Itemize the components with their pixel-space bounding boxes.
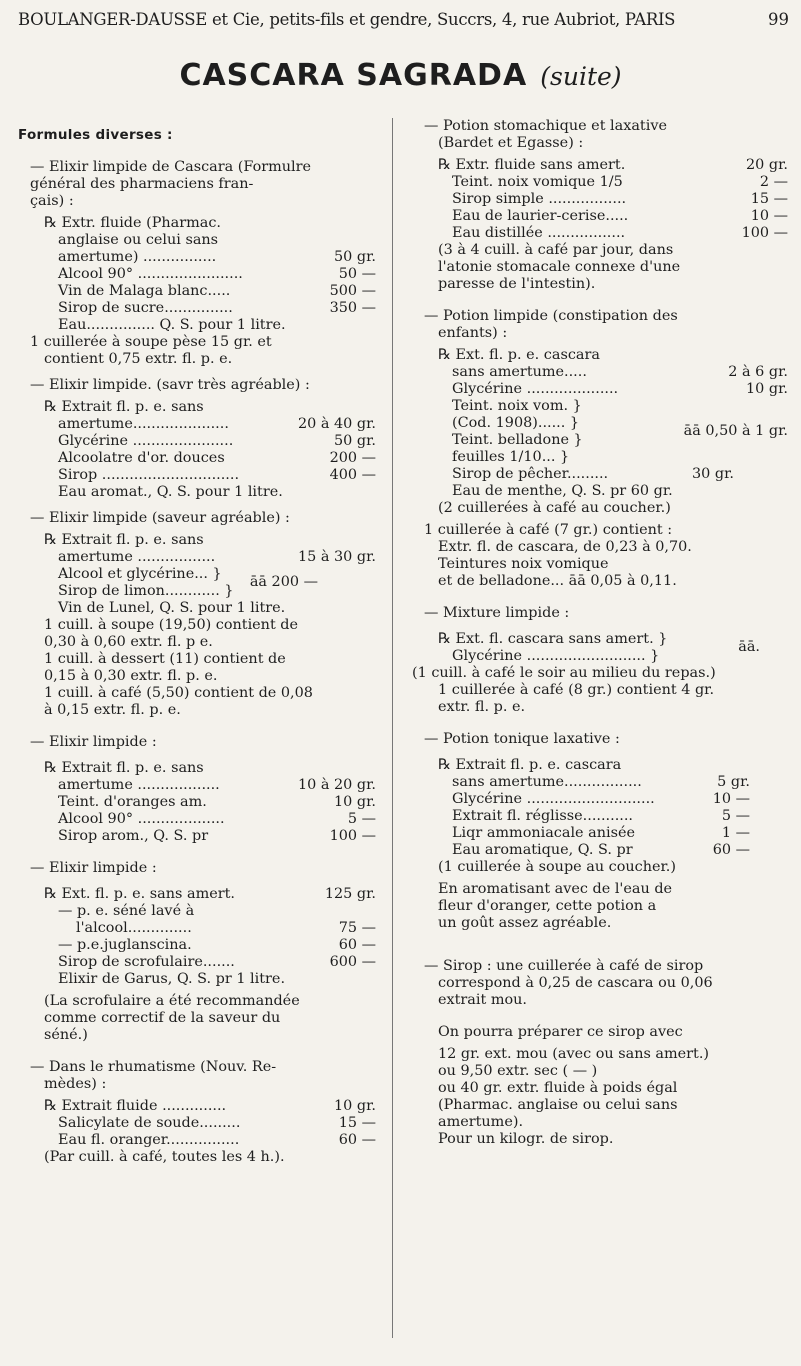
ingredient-amount: 500 — <box>329 283 376 299</box>
ingredient-amount: 20 gr. <box>746 157 788 173</box>
note-line: extr. fl. p. e. <box>438 699 526 715</box>
ingredient-line: Eau distillée ................. 100 — <box>452 225 788 241</box>
ingredient-line: — p. e. séné lavé à <box>58 903 195 919</box>
ingredient-line: Glycérine ............................ 10 — <box>452 791 750 807</box>
formula-intro: — Elixir limpide : <box>30 860 157 876</box>
ingredient-amount: 10 — <box>750 208 788 224</box>
running-header <box>0 10 801 34</box>
ingredient-line: Sirop de limon............ } <box>58 583 234 599</box>
ingredient-amount: 60 — <box>712 842 750 858</box>
ingredient-line: ℞ Ext. fl. p. e. cascara <box>438 347 600 363</box>
note-line: ou 9,50 extr. sec ( — ) <box>438 1063 598 1079</box>
note-line: 1 cuillerée à soupe pèse 15 gr. et <box>30 334 272 350</box>
ingredient-line: Elixir de Garus, Q. S. pr 1 litre. <box>58 971 286 987</box>
formula-intro: extrait mou. <box>438 992 527 1008</box>
ingredient-amount: 400 — <box>329 467 376 483</box>
ingredient-line: Vin de Malaga blanc..... 500 — <box>58 283 376 299</box>
formula-intro: enfants) : <box>438 325 508 341</box>
ingredient-line: Eau de laurier-cerise..... 10 — <box>452 208 788 224</box>
ingredient-amount: 2 — <box>759 174 788 190</box>
note-line: (Pharmac. anglaise ou celui sans <box>438 1097 678 1113</box>
note-line: 1 cuillerée à café (7 gr.) contient : <box>424 522 673 538</box>
ingredient-amount: 15 — <box>338 1115 376 1131</box>
ingredient-line: amertume .................. 10 à 20 gr. <box>58 777 376 793</box>
formula-intro: — Sirop : une cuillerée à café de sirop <box>424 958 704 974</box>
ingredient-line: Teint. d'oranges am. 10 gr. <box>58 794 376 810</box>
ingredient-line: Alcool 90° ....................... 50 — <box>58 266 376 282</box>
formula-intro: — Potion limpide (constipation des <box>424 308 678 324</box>
ingredient-amount: 10 gr. <box>334 1098 376 1114</box>
ingredient-amount: 50 gr. <box>334 433 376 449</box>
ingredient-amount: āā 200 — <box>249 574 318 590</box>
ingredient-amount: 100 — <box>329 828 376 844</box>
formula-intro: çais) : <box>30 193 74 209</box>
note-line: un goût assez agréable. <box>438 915 612 931</box>
formula-intro: — Potion stomachique et laxative <box>424 118 667 134</box>
note-line: Teintures noix vomique <box>438 556 609 572</box>
ingredient-line: — p.e.juglanscina. 60 — <box>58 937 376 953</box>
note-line: 1 cuill. à soupe (19,50) contient de <box>44 617 299 633</box>
ingredient-line: amertume..................... 20 à 40 gr. <box>58 416 376 432</box>
ingredient-line: ℞ Ext. fl. p. e. sans amert. 125 gr. <box>44 886 376 902</box>
ingredient-line: Eau aromat., Q. S. pour 1 litre. <box>58 484 283 500</box>
ingredient-line: Liqr ammoniacale anisée 1 — <box>452 825 750 841</box>
ingredient-line: ℞ Extrait fl. p. e. cascara <box>438 757 622 773</box>
ingredient-line: Eau fl. oranger................ 60 — <box>58 1132 376 1148</box>
formula-intro: — Elixir limpide de Cascara (Formulre <box>30 159 312 175</box>
ingredient-line: ℞ Ext. fl. cascara sans amert. } āā. <box>438 631 760 655</box>
ingredient-line: ℞ Extrait fl. p. e. sans <box>44 532 204 548</box>
ingredient-amount: 200 — <box>329 450 376 466</box>
note-line: paresse de l'intestin). <box>438 276 596 292</box>
column-divider <box>392 118 393 1338</box>
formula-intro: — Elixir limpide : <box>30 734 157 750</box>
ingredient-line: Glycérine ...................... 50 gr. <box>58 433 376 449</box>
ingredient-line: amertume) ................ 50 gr. <box>58 249 376 265</box>
ingredient-line: sans amertume................. 5 gr. <box>452 774 750 790</box>
ingredient-line: Sirop arom., Q. S. pr 100 — <box>58 828 376 844</box>
ingredient-amount: 75 — <box>338 920 376 936</box>
note-line: Extr. fl. de cascara, de 0,23 à 0,70. <box>438 539 692 555</box>
ingredient-line: anglaise ou celui sans <box>58 232 219 248</box>
ingredient-amount: 10 à 20 gr. <box>297 777 376 793</box>
ingredient-line: Teint. noix vomique 1/5 2 — <box>452 174 788 190</box>
ingredient-line: (Cod. 1908)...... } āā 0,50 à 1 gr. <box>452 415 788 439</box>
formula-intro: — Potion tonique laxative : <box>424 731 620 747</box>
ingredient-line: ℞ Extr. fluide (Pharmac. <box>44 215 221 231</box>
note-line: séné.) <box>44 1027 88 1043</box>
note-line: Pour un kilogr. de sirop. <box>438 1131 614 1147</box>
note-line: (2 cuillerées à café au coucher.) <box>438 500 671 516</box>
ingredient-line: ℞ Extrait fluide .............. 10 gr. <box>44 1098 376 1114</box>
note-line: 1 cuill. à café (5,50) contient de 0,08 <box>44 685 313 701</box>
page-number: 99 <box>768 10 789 29</box>
title-suite: (suite) <box>540 62 622 91</box>
note-line: contient 0,75 extr. fl. p. e. <box>44 351 233 367</box>
note-line: En aromatisant avec de l'eau de <box>438 881 673 897</box>
note-line: 0,15 à 0,30 extr. fl. p. e. <box>44 668 218 684</box>
section-heading: Formules diverses : <box>18 127 173 143</box>
ingredient-line: ℞ Extrait fl. p. e. sans <box>44 760 204 776</box>
ingredient-amount: 50 — <box>338 266 376 282</box>
ingredient-line: Sirop de sucre............... 350 — <box>58 300 376 316</box>
ingredient-amount: 100 — <box>741 225 788 241</box>
note-line: fleur d'oranger, cette potion a <box>438 898 657 914</box>
ingredient-line: Alcoolatre d'or. douces 200 — <box>58 450 376 466</box>
ingredient-line: Eau de menthe, Q. S. pr 60 gr. <box>452 483 673 499</box>
ingredient-line: Glycérine .................... 10 gr. <box>452 381 788 397</box>
ingredient-amount: 5 — <box>347 811 376 827</box>
ingredient-amount: 15 — <box>750 191 788 207</box>
ingredient-line: sans amertume..... 2 à 6 gr. <box>452 364 788 380</box>
formula-intro: — Elixir limpide. (savr très agréable) : <box>30 377 310 393</box>
note-line: (1 cuill. à café le soir au milieu du repas.) <box>412 665 716 681</box>
ingredient-amount: 1 — <box>721 825 750 841</box>
note-line: 1 cuill. à dessert (11) contient de <box>44 651 286 667</box>
ingredient-line: feuilles 1/10... } <box>452 449 570 465</box>
formula-intro: correspond à 0,25 de cascara ou 0,06 <box>438 975 713 991</box>
ingredient-amount: 15 à 30 gr. <box>297 549 376 565</box>
ingredient-amount: 30 gr. <box>692 466 734 482</box>
ingredient-amount: 350 — <box>329 300 376 316</box>
note-line: On pourra préparer ce sirop avec <box>438 1024 683 1040</box>
ingredient-amount: 10 gr. <box>746 381 788 397</box>
note-line: (Par cuill. à café, toutes les 4 h.). <box>44 1149 285 1165</box>
ingredient-line: Sirop simple ................. 15 — <box>452 191 788 207</box>
ingredient-line: ℞ Extrait fl. p. e. sans <box>44 399 204 415</box>
ingredient-line: Alcool 90° ................... 5 — <box>58 811 376 827</box>
formula-intro: — Mixture limpide : <box>424 605 570 621</box>
formula-intro: — Elixir limpide (saveur agréable) : <box>30 510 290 526</box>
note-line: amertume). <box>438 1114 524 1130</box>
note-line: (3 à 4 cuill. à café par jour, dans <box>438 242 674 258</box>
ingredient-line: l'alcool.............. 75 — <box>76 920 376 936</box>
ingredient-amount: 10 — <box>712 791 750 807</box>
ingredient-amount: 60 — <box>338 937 376 953</box>
note-line: comme correctif de la saveur du <box>44 1010 281 1026</box>
ingredient-amount: 20 à 40 gr. <box>297 416 376 432</box>
ingredient-amount: āā. <box>738 639 760 655</box>
note-line: (1 cuillerée à soupe au coucher.) <box>438 859 676 875</box>
ingredient-line: Teint. noix vom. } <box>452 398 582 414</box>
formula-intro: (Bardet et Egasse) : <box>438 135 584 151</box>
note-line: 12 gr. ext. mou (avec ou sans amert.) <box>438 1046 710 1062</box>
ingredient-line: Sirop de scrofulaire....... 600 — <box>58 954 376 970</box>
left-column <box>18 118 378 1166</box>
note-line: l'atonie stomacale connexe d'une <box>438 259 681 275</box>
ingredient-amount: 60 — <box>338 1132 376 1148</box>
ingredient-line: ℞ Extr. fluide sans amert. 20 gr. <box>438 157 788 173</box>
formula-intro: — Dans le rhumatisme (Nouv. Re- <box>30 1059 277 1075</box>
ingredient-line: Eau............... Q. S. pour 1 litre. <box>58 317 286 333</box>
ingredient-amount: 125 gr. <box>324 886 376 902</box>
ingredient-line: Alcool et glycérine... } āā 200 — <box>58 566 318 590</box>
ingredient-line: Teint. belladone } <box>452 432 583 448</box>
ingredient-amount: 50 gr. <box>334 249 376 265</box>
note-line: ou 40 gr. extr. fluide à poids égal <box>438 1080 678 1096</box>
note-line: à 0,15 extr. fl. p. e. <box>44 702 181 718</box>
note-line: 1 cuillerée à café (8 gr.) contient 4 gr. <box>438 682 715 698</box>
ingredient-line: Sirop .............................. 400 — <box>58 467 376 483</box>
ingredient-amount: 5 gr. <box>717 774 750 790</box>
ingredient-line: Sirop de pêcher......... 30 gr. <box>452 466 734 482</box>
ingredient-line: amertume ................. 15 à 30 gr. <box>58 549 376 565</box>
note-line: 0,30 à 0,60 extr. fl. p e. <box>44 634 213 650</box>
ingredient-amount: 600 — <box>329 954 376 970</box>
ingredient-line: Vin de Lunel, Q. S. pour 1 litre. <box>58 600 286 616</box>
title-main: CASCARA SAGRADA <box>179 58 528 93</box>
ingredient-line: Eau aromatique, Q. S. pr 60 — <box>452 842 750 858</box>
formula-intro: général des pharmaciens fran- <box>30 176 254 192</box>
ingredient-line: Extrait fl. réglisse........... 5 — <box>452 808 750 824</box>
ingredient-amount: āā 0,50 à 1 gr. <box>683 423 788 439</box>
ingredient-line: Salicylate de soude......... 15 — <box>58 1115 376 1131</box>
ingredient-amount: 10 gr. <box>334 794 376 810</box>
page-title <box>0 58 801 93</box>
ingredient-amount: 2 à 6 gr. <box>728 364 788 380</box>
publisher-line: BOULANGER-DAUSSE et Cie, petits-fils et gendre, Succrs, 4, rue Aubriot, PARIS <box>18 10 676 29</box>
note-line: (La scrofulaire a été recommandée <box>44 993 300 1009</box>
ingredient-line: Glycérine .......................... } <box>452 648 660 664</box>
ingredient-amount: 5 — <box>721 808 750 824</box>
right-column <box>412 118 790 1148</box>
note-line: et de belladone... āā 0,05 à 0,11. <box>438 573 677 589</box>
formula-intro: mèdes) : <box>44 1076 107 1092</box>
